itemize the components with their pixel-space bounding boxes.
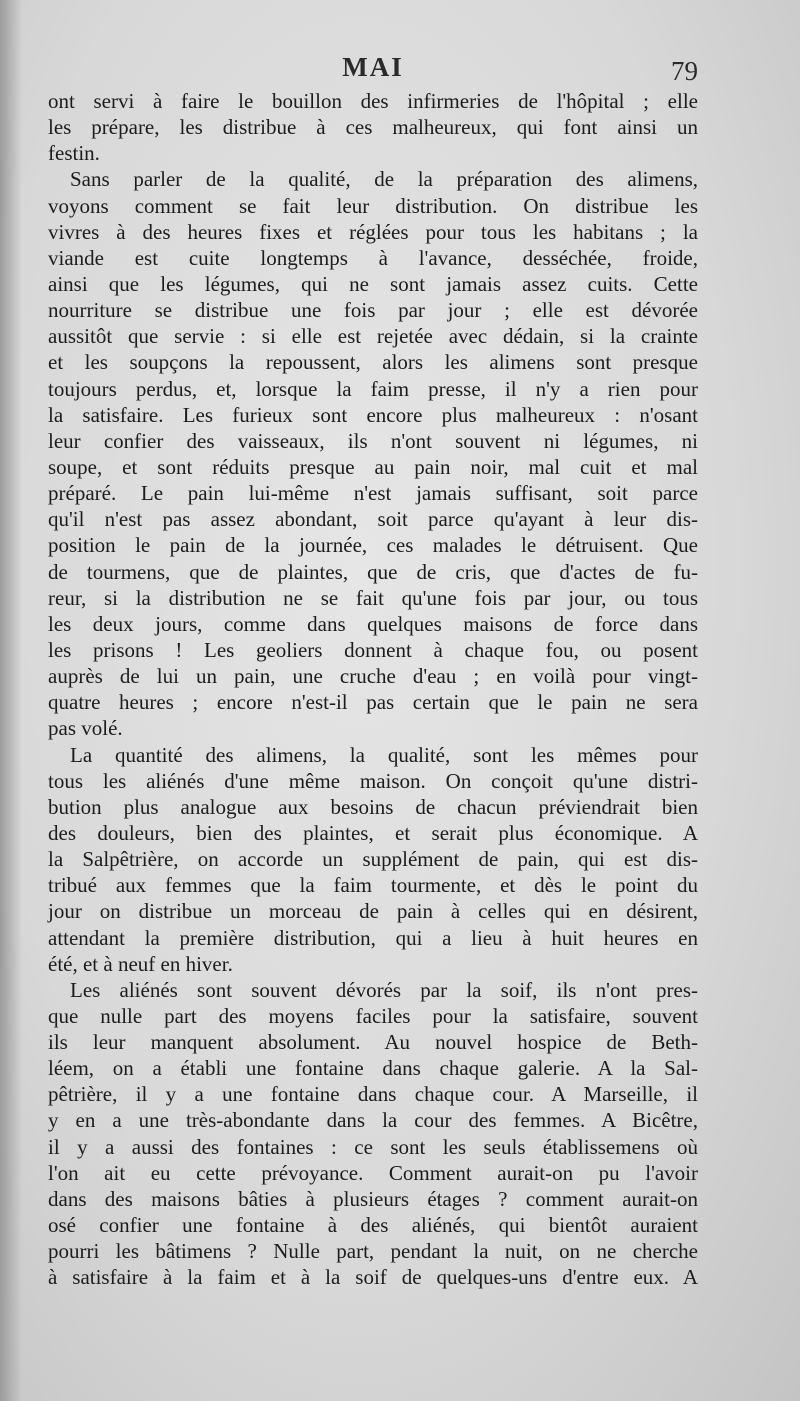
text-line: ainsi que les légumes, qui ne sont jamais assez cuits. Cette bbox=[48, 271, 698, 296]
text-line: que nulle part des moyens faciles pour la satisfaire, souvent bbox=[48, 1003, 698, 1028]
text-line: voyons comment se fait leur distribution. On distribue les bbox=[48, 193, 698, 218]
page-edge-shadow bbox=[0, 0, 22, 1401]
text-line: et les soupçons la repoussent, alors les alimens sont presque bbox=[48, 350, 698, 375]
text-line: léem, on a établi une fontaine dans chaque galerie. A la Sal- bbox=[48, 1056, 698, 1081]
text-line: osé confier une fontaine à des aliénés, qui bientôt auraient bbox=[48, 1213, 698, 1238]
text-line: pas volé. bbox=[48, 716, 123, 741]
text-line: les deux jours, comme dans quelques maisons de force dans bbox=[48, 611, 698, 636]
text-line: l'on ait eu cette prévoyance. Comment aurait-on pu l'avoir bbox=[48, 1160, 698, 1185]
text-line: La quantité des alimens, la qualité, sont les mêmes pour bbox=[70, 742, 698, 767]
text-line: la Salpêtrière, on accorde un supplément de pain, qui est dis- bbox=[48, 847, 698, 872]
text-line: attendant la première distribution, qui a lieu à huit heures en bbox=[48, 925, 698, 950]
text-line: les prisons ! Les geoliers donnent à chaque fou, ou posent bbox=[48, 637, 698, 662]
text-line: reur, si la distribution ne se fait qu'une fois par jour, ou tous bbox=[48, 585, 698, 610]
text-line: les prépare, les distribue à ces malheureux, qui font ainsi un bbox=[48, 115, 698, 140]
text-line: tous les aliénés d'une même maison. On conçoit qu'une distri- bbox=[48, 768, 698, 793]
text-line: dans des maisons bâties à plusieurs étages ? comment aurait-on bbox=[48, 1186, 698, 1211]
text-line: pêtrière, il y a une fontaine dans chaque cour. A Marseille, il bbox=[48, 1082, 698, 1107]
text-line: ont servi à faire le bouillon des infirmeries de l'hôpital ; elle bbox=[48, 89, 698, 113]
text-line: la satisfaire. Les furieux sont encore plus malheureux : n'osant bbox=[48, 402, 698, 427]
text-line: position le pain de la journée, ces malades le détruisent. Que bbox=[48, 533, 698, 558]
text-line: qu'il n'est pas assez abondant, soit parce qu'ayant à leur dis- bbox=[48, 507, 698, 532]
page-header bbox=[48, 52, 698, 92]
text-line: leur confier des vaisseaux, ils n'ont souvent ni légumes, ni bbox=[48, 428, 698, 453]
text-line: de tourmens, que de plaintes, que de cris, que d'actes de fu- bbox=[48, 559, 698, 584]
text-line: quatre heures ; encore n'est-il pas certain que le pain ne sera bbox=[48, 690, 698, 715]
text-line: y en a une très-abondante dans la cour des femmes. A Bicêtre, bbox=[48, 1108, 698, 1133]
text-line: jour on distribue un morceau de pain à celles qui en désirent, bbox=[48, 899, 698, 924]
text-line: toujours perdus, et, lorsque la faim presse, il n'y a rien pour bbox=[48, 376, 698, 401]
text-line: auprès de lui un pain, une cruche d'eau ; en voilà pour vingt- bbox=[48, 664, 698, 689]
text-line: ils leur manquent absolument. Au nouvel hospice de Beth- bbox=[48, 1030, 698, 1055]
text-line: Sans parler de la qualité, de la préparation des alimens, bbox=[70, 167, 698, 192]
running-title: MAI bbox=[342, 52, 404, 82]
text-line: vivres à des heures fixes et réglées pour tous les habitans ; la bbox=[48, 219, 698, 244]
text-line: il y a aussi des fontaines : ce sont les seuls établissemens où bbox=[48, 1134, 698, 1159]
text-line: viande est cuite longtemps à l'avance, desséchée, froide, bbox=[48, 245, 698, 270]
text-line: été, et à neuf en hiver. bbox=[48, 951, 233, 976]
text-line: festin. bbox=[48, 141, 100, 166]
text-line: préparé. Le pain lui-même n'est jamais suffisant, soit parce bbox=[48, 481, 698, 506]
body-text bbox=[48, 88, 698, 1290]
text-line: Les aliénés sont souvent dévorés par la soif, ils n'ont pres- bbox=[70, 977, 698, 1002]
text-line: pourri les bâtimens ? Nulle part, pendant la nuit, on ne cherche bbox=[48, 1239, 698, 1264]
text-line: tribué aux femmes que la faim tourmente, et dès le point du bbox=[48, 873, 698, 898]
text-line: soupe, et sont réduits presque au pain noir, mal cuit et mal bbox=[48, 454, 698, 479]
text-line: à satisfaire à la faim et à la soif de quelques-uns d'entre eux. A bbox=[48, 1265, 698, 1290]
text-line: bution plus analogue aux besoins de chacun préviendrait bien bbox=[48, 794, 698, 819]
text-line: nourriture se distribue une fois par jour ; elle est dévorée bbox=[48, 298, 698, 323]
page-number: 79 bbox=[671, 56, 698, 86]
text-line: des douleurs, bien des plaintes, et serait plus économique. A bbox=[48, 820, 698, 845]
text-line: aussitôt que servie : si elle est rejetée avec dédain, si la crainte bbox=[48, 324, 698, 349]
